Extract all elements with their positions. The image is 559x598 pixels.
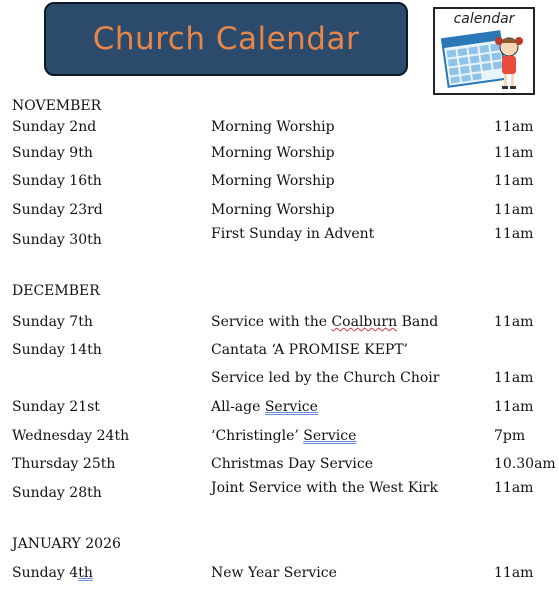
row-date: Sunday 7th: [12, 314, 93, 330]
calendar-row: [0, 119, 559, 141]
calendar-icon: [435, 29, 533, 95]
calendar-row: [0, 428, 559, 450]
row-event: Service led by the Church Choir: [211, 370, 440, 386]
page-title: Church Calendar: [92, 21, 360, 57]
row-event: Morning Worship: [211, 173, 335, 189]
row-date: Sunday 9th: [12, 145, 93, 161]
section-heading-december: DECEMBER: [12, 283, 100, 299]
calendar-row: [0, 226, 559, 248]
row-event: [211, 314, 438, 330]
row-event: New Year Service: [211, 565, 337, 581]
calendar-row: [0, 565, 559, 587]
row-event: Cantata ‘A PROMISE KEPT’: [211, 342, 409, 358]
row-date: Sunday 2nd: [12, 119, 97, 135]
row-time: 11am: [494, 145, 534, 161]
calendar-row: [0, 145, 559, 167]
calendar-row: [0, 342, 559, 364]
row-time: 11am: [494, 226, 534, 242]
calendar-row: [0, 399, 559, 421]
row-event: Christmas Day Service: [211, 456, 373, 472]
event-text-grammar-mark: Service: [264, 399, 318, 415]
row-time: 11am: [494, 565, 534, 581]
row-date: Sunday 14th: [12, 342, 102, 358]
date-text-grammar-mark: th: [78, 565, 93, 581]
row-time: 11am: [494, 399, 534, 415]
event-text-spellcheck: Coalburn: [331, 314, 398, 330]
row-event: Morning Worship: [211, 202, 335, 218]
title-banner: [44, 2, 408, 76]
row-event: First Sunday in Advent: [211, 226, 375, 242]
row-event: Morning Worship: [211, 119, 335, 135]
row-event: [211, 428, 356, 444]
event-text: Service with the: [211, 314, 332, 330]
row-date: Sunday 30th: [12, 232, 102, 248]
row-date: Sunday 28th: [12, 485, 102, 501]
date-text: Sunday 4: [12, 565, 79, 581]
section-heading-january: JANUARY 2026: [12, 536, 121, 552]
event-text: Band: [397, 314, 439, 330]
event-text: ‘Christingle’: [211, 428, 304, 444]
row-time: 11am: [494, 314, 534, 330]
calendar-clipart-label: calendar: [453, 11, 515, 27]
event-text-grammar-mark: Service: [303, 428, 357, 444]
section-heading-november: NOVEMBER: [12, 98, 102, 114]
calendar-row: [0, 370, 559, 392]
row-time: 11am: [494, 480, 534, 496]
calendar-row: [0, 456, 559, 478]
row-time: 10.30am: [494, 456, 556, 472]
row-time: 11am: [494, 173, 534, 189]
row-time: 7pm: [494, 428, 526, 444]
row-time: 11am: [494, 370, 534, 386]
row-date: [12, 565, 93, 581]
row-date: Wednesday 24th: [12, 428, 130, 444]
calendar-row: [0, 480, 559, 502]
event-text: All-age: [211, 399, 265, 415]
row-date: Sunday 21st: [12, 399, 100, 415]
row-event: Morning Worship: [211, 145, 335, 161]
row-event: [211, 399, 318, 415]
row-time: 11am: [494, 119, 534, 135]
calendar-clipart: [433, 7, 535, 95]
row-time: 11am: [494, 202, 534, 218]
calendar-row: [0, 202, 559, 224]
row-date: Thursday 25th: [12, 456, 116, 472]
calendar-row: [0, 173, 559, 195]
row-event: Joint Service with the West Kirk: [211, 480, 438, 496]
calendar-row: [0, 314, 559, 336]
row-date: Sunday 16th: [12, 173, 102, 189]
row-date: Sunday 23rd: [12, 202, 103, 218]
